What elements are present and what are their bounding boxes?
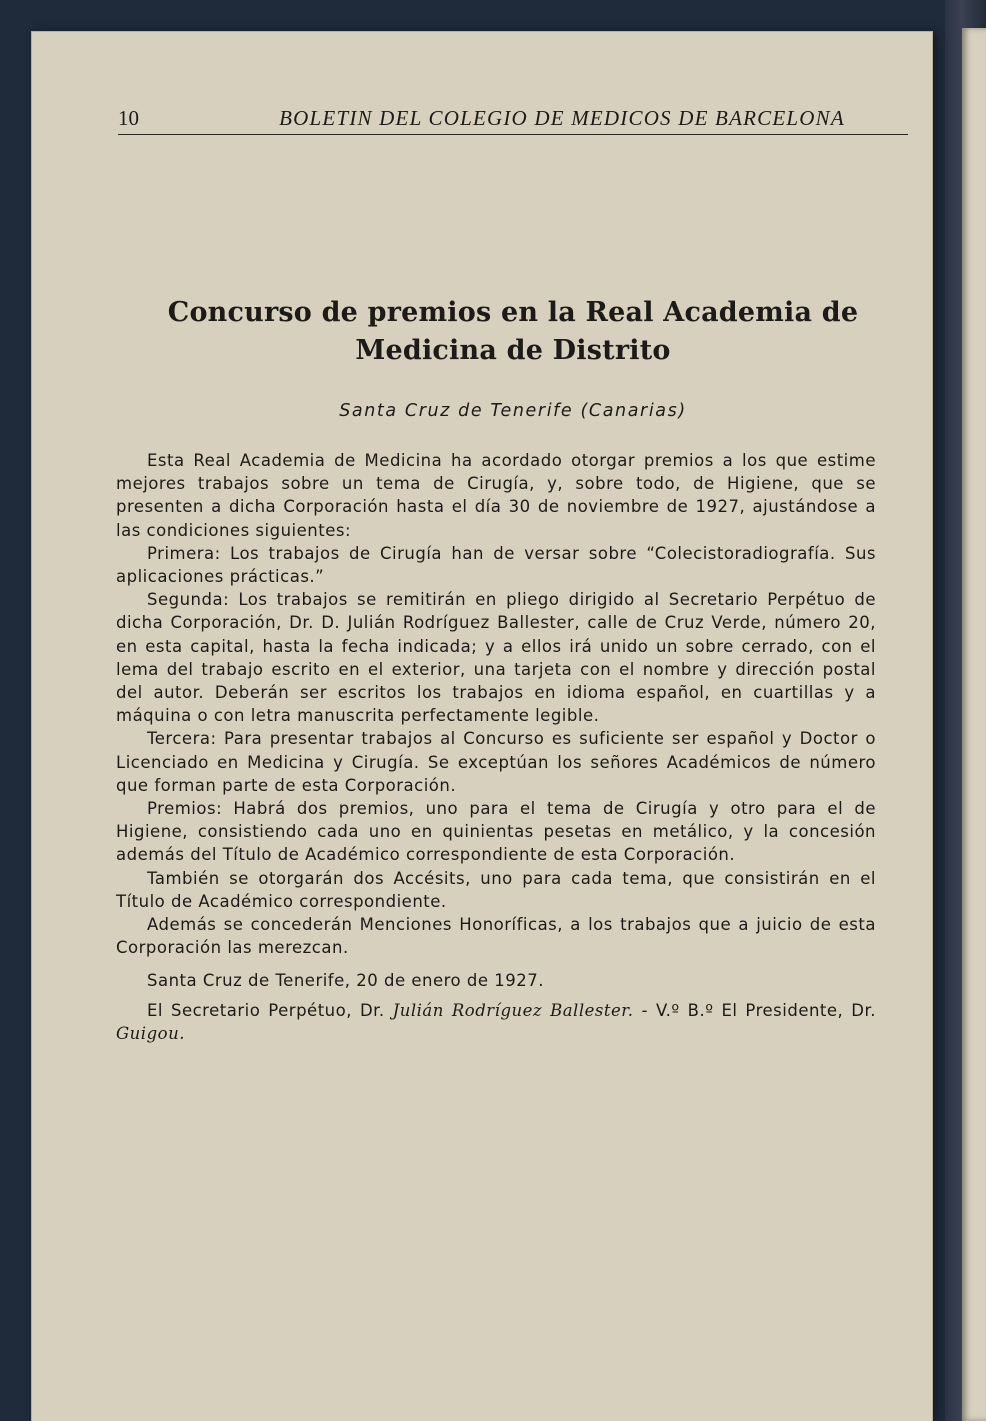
president-name: Guigou. bbox=[116, 1023, 185, 1043]
paragraph-accesits: También se otorgarán dos Accésits, uno para cada tema, que consistirán en el Título de Académico correspondiente. bbox=[116, 868, 876, 911]
document-page bbox=[32, 32, 932, 1421]
dateline: Santa Cruz de Tenerife (Canarias) bbox=[339, 401, 687, 421]
article-title bbox=[118, 294, 908, 370]
signature-middle: - V.º B.º El Presidente, Dr. bbox=[633, 1000, 876, 1020]
paragraph-segunda: Segunda: Los trabajos se remitirán en pliego dirigido al Secretario Perpétuo de dicha Corporación, Dr. D. Julián Rodríguez Ballester, calle de Cruz Verde, número 20, en esta capital, hasta la fecha indicada; y a ellos irá unido un sobre cerrado, con el lema del trabajo escrito en el exterior, una tarjeta con el nombre y dirección postal del autor. Deberán ser escritos los trabajos en idioma español, en cuartillas y a máquina o con letra manuscrita perfectamente legible. bbox=[116, 590, 876, 726]
article-body bbox=[116, 449, 876, 1045]
page-number: 10 bbox=[118, 106, 139, 130]
paragraph-tercera: Tercera: Para presentar trabajos al Concurso es suficiente ser español y Doctor o Licenciado en Medicina y Cirugía. Se exceptúan los señores Académicos de número que forman parte de esta Corporación. bbox=[116, 729, 876, 795]
paragraph-premios: Premios: Habrá dos premios, uno para el tema de Cirugía y otro para el de Higiene, consistiendo cada uno en quinientas pesetas en metálico, y la concesión además del Título de Académico correspondiente de esta Corporación. bbox=[116, 799, 876, 865]
article-title-line-1: Concurso de premios en la Real Academia de bbox=[167, 297, 859, 328]
journal-title: BOLETIN DEL COLEGIO DE MEDICOS DE BARCELONA bbox=[279, 106, 845, 130]
article-title-line-2: Medicina de Distrito bbox=[355, 335, 671, 366]
place-date: Santa Cruz de Tenerife, 20 de enero de 1927. bbox=[147, 971, 544, 991]
signature-prefix: El Secretario Perpétuo, Dr. bbox=[147, 1000, 393, 1020]
paragraph-menciones: Además se concederán Menciones Honoríficas, a los trabajos que a juicio de esta Corporación las merezcan. bbox=[116, 915, 876, 958]
paragraph-intro: Esta Real Academia de Medicina ha acordado otorgar premios a los que estime mejores trabajos sobre un tema de Cirugía, y, sobre todo, de Higiene, que se presenten a dicha Corporación hasta el día 30 de noviembre de 1927, ajustándose a las condiciones siguientes: bbox=[116, 451, 876, 540]
running-header bbox=[118, 104, 908, 135]
paragraph-primera: Primera: Los trabajos de Cirugía han de versar sobre “Colecistoradiografía. Sus aplicaciones prácticas.” bbox=[116, 543, 876, 587]
signature-line bbox=[116, 999, 876, 1045]
next-page-edge bbox=[962, 28, 986, 1421]
secretary-name: Julián Rodríguez Ballester. bbox=[392, 1000, 634, 1020]
